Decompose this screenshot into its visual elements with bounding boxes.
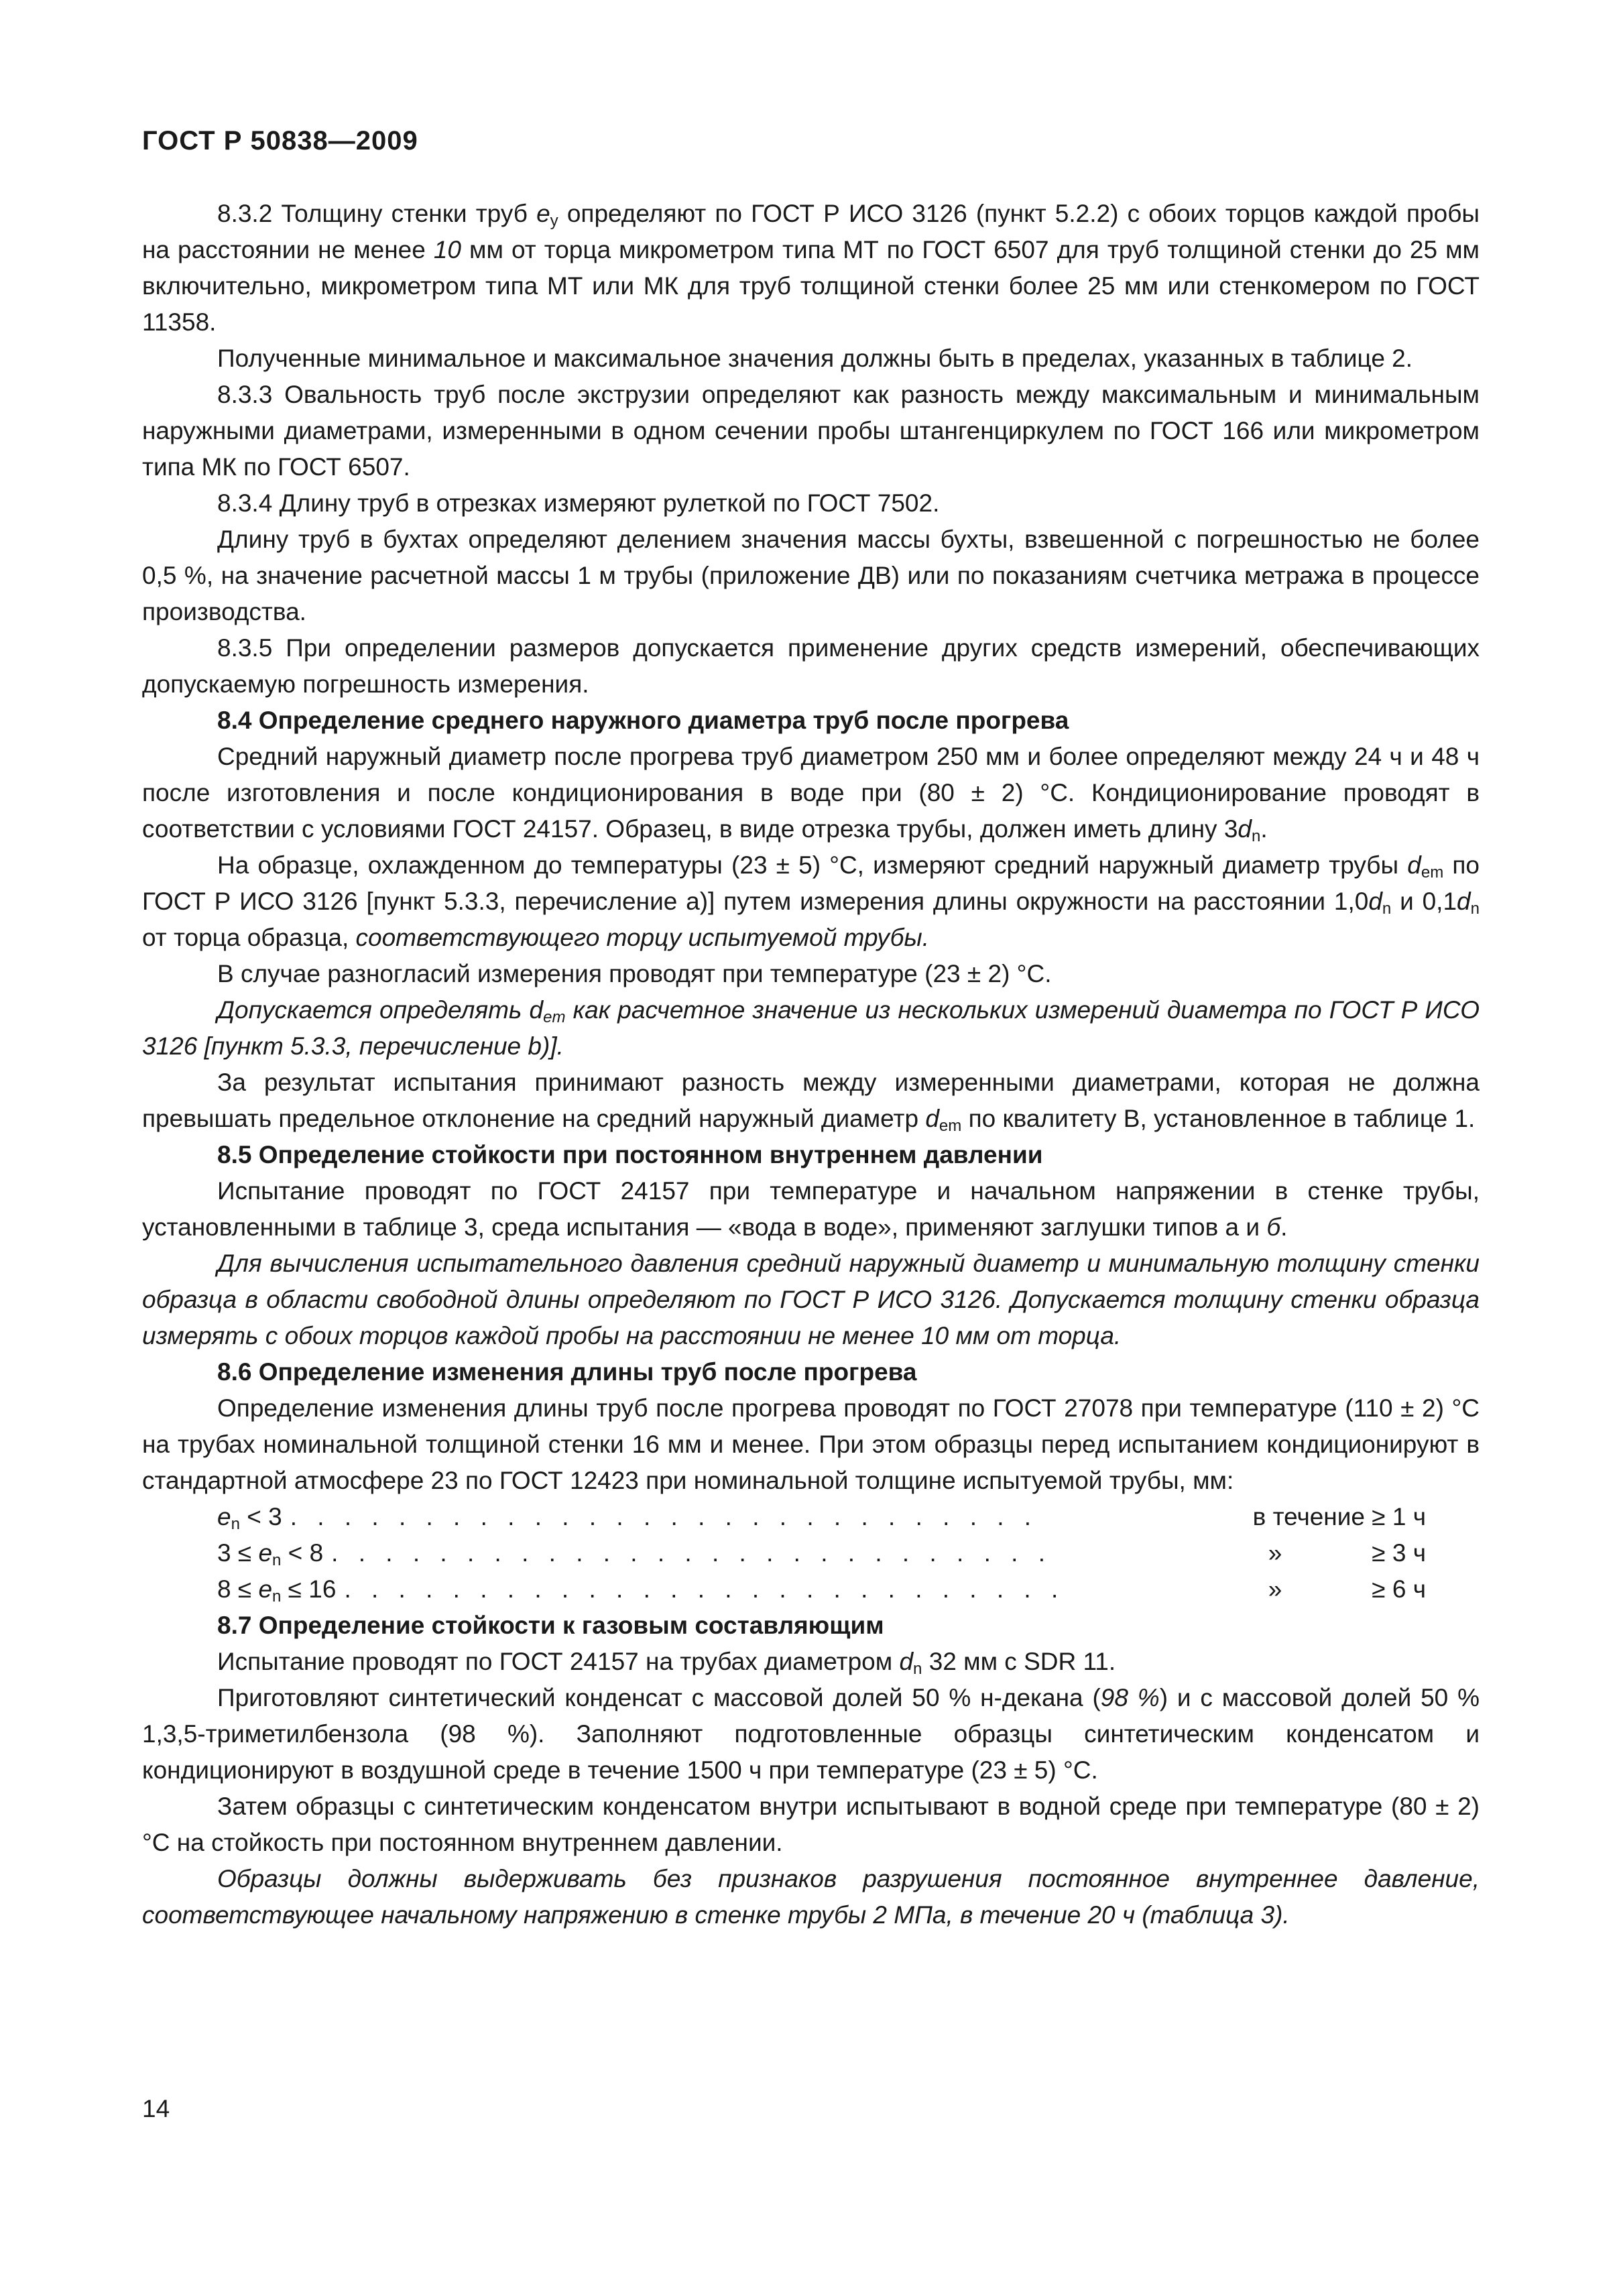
paragraph: В случае разногласий измерения проводят при температуре (23 ± 2) °С. (217, 960, 1052, 987)
document-body (142, 196, 1480, 1933)
note-paragraph: Для вычисления испытательного давления средний наружный диаметр и минимальную толщину стенки образца в области свободной длины определяют по ГОСТ Р ИСО 3126. Допускается толщину стенки образца измерять с обоих торцов каждой пробы на расстоянии не менее 10 мм от торца. (142, 1250, 1480, 1349)
paragraph: Приготовляют синтетический конденсат с массовой долей 50 % н-декана (98 %) и с массовой долей 50 % 1,3,5-триметилбензола (98 %). Заполняют подготовленные образцы синтетическим конденсатом и кондиционируют в воздушной среде в течение 1500 ч при температуре (23 ± 5) °С. (142, 1684, 1480, 1784)
section-heading-8-6: 8.6 Определение изменения длины труб после прогрева (217, 1358, 917, 1386)
para-8-3-4: 8.3.4 Длину труб в отрезках измеряют рулеткой по ГОСТ 7502. (217, 489, 940, 517)
section-heading-8-4: 8.4 Определение среднего наружного диаметра труб после прогрева (217, 707, 1069, 734)
para-8-3-3: 8.3.3 Овальность труб после экструзии определяют как разность между максимальным и минимальным наружными диаметрами, измеренными в одном сечении пробы штангенциркулем по ГОСТ 166 или микрометром типа МК по ГОСТ 6507. (142, 381, 1480, 481)
paragraph: Полученные минимальное и максимальное значения должны быть в пределах, указанных в таблице 2. (217, 345, 1413, 372)
paragraph: Длину труб в бухтах определяют делением значения массы бухты, взвешенной с погрешностью не более 0,5 %, на значение расчетной массы 1 м трубы (приложение ДВ) или по показаниям счетчика метража в процессе производства. (142, 526, 1480, 625)
leader-dots: . . . . . . . . . . . . . . . . . . . . . . . . . . . . (290, 1503, 1038, 1530)
doc-header: ГОСТ Р 50838—2009 (142, 126, 418, 156)
list-item (142, 1499, 1480, 1535)
leader-dots: . . . . . . . . . . . . . . . . . . . . . . . . . . . (331, 1539, 1052, 1567)
section-heading-8-5: 8.5 Определение стойкости при постоянном внутреннем давлении (217, 1141, 1043, 1168)
paragraph: На образце, охлажденном до температуры (23 ± 5) °С, измеряют средний наружный диаметр трубы $d_{em}$ по ГОСТ Р ИСО 3126 [пункт 5.3.3, перечисление а)] путем измерения длины окружности на расстоянии $1,0d_n$ и $0,1d_n$ от торца образца, соответствующего торцу испытуемой трубы. (142, 851, 1480, 951)
list-condition: $8 \le e_n \le 16$ (217, 1575, 337, 1606)
section-heading-8-7: 8.7 Определение стойкости к газовым составляющим (217, 1612, 884, 1639)
paragraph: Затем образцы с синтетическим конденсатом внутри испытывают в водной среде при температуре (80 ± 2) °С на стойкость при постоянном внутреннем давлении. (142, 1793, 1480, 1856)
paragraph: Испытание проводят по ГОСТ 24157 на трубах диаметром $d_n$ 32 мм с SDR 11. (217, 1648, 1116, 1678)
leader-dots: . . . . . . . . . . . . . . . . . . . . . . . . . . . (344, 1575, 1065, 1603)
list-condition: $3 \le e_n < 8$ (217, 1539, 324, 1569)
list-item (142, 1571, 1480, 1608)
list-duration: ≥ 3 ч (1372, 1539, 1426, 1567)
para-8-3-5: 8.3.5 При определении размеров допускается применение других средств измерений, обеспечивающих допускаемую погрешность измерения. (142, 634, 1480, 698)
list-item (142, 1535, 1480, 1571)
paragraph: Определение изменения длины труб после прогрева проводят по ГОСТ 27078 при температуре (110 ± 2) °С на трубах номинальной толщиной стенки 16 мм и менее. При этом образцы перед испытанием кондиционируют в стандартной атмосфере 23 по ГОСТ 12423 при номинальной толщине испытуемой трубы, мм: (142, 1394, 1480, 1494)
ditto-mark: » (1268, 1575, 1282, 1603)
note-paragraph: Образцы должны выдерживать без признаков разрушения постоянное внутреннее давление, соответствующее начальному напряжению в стенке трубы 2 МПа, в течение 20 ч (таблица 3). (142, 1865, 1480, 1929)
page-number: 14 (142, 2095, 170, 2122)
conditioning-list (142, 1499, 1480, 1608)
list-duration: в течение ≥ 1 ч (1252, 1503, 1426, 1530)
paragraph: За результат испытания принимают разность между измеренными диаметрами, которая не должна превышать предельное отклонение на средний наружный диаметр $d_{em}$ по квалитету В, установленное в таблице 1. (142, 1069, 1480, 1135)
note-paragraph: Допускается определять $d_{em}$ как расчетное значение из нескольких измерений диаметра по ГОСТ Р ИСО 3126 [пункт 5.3.3, перечисление b)]. (142, 996, 1480, 1060)
paragraph: Испытание проводят по ГОСТ 24157 при температуре и начальном напряжении в стенке трубы, установленными в таблице 3, среда испытания — «вода в воде», применяют заглушки типов а и б. (142, 1177, 1480, 1241)
ditto-mark: » (1268, 1539, 1282, 1567)
list-duration: ≥ 6 ч (1372, 1575, 1426, 1603)
paragraph: Средний наружный диаметр после прогрева труб диаметром 250 мм и более определяют между 24 ч и 48 ч после изготовления и после кондиционирования в воде при (80 ± 2) °С. Кондиционирование проводят в соответствии с условиями ГОСТ 24157. Образец, в виде отрезка трубы, должен иметь длину $3d_n$. (142, 743, 1480, 845)
list-condition: $e_n < 3$ (217, 1503, 282, 1533)
para-8-3-2: 8.3.2 Толщину стенки труб $e_y$ определяют по ГОСТ Р ИСО 3126 (пункт 5.2.2) с обоих торцов каждой пробы на расстоянии не менее 10 мм от торца микрометром типа МТ по ГОСТ 6507 для труб толщиной стенки до 25 мм включительно, микрометром типа МТ или МК для труб толщиной стенки более 25 мм или стенкомером по ГОСТ 11358. (142, 200, 1480, 336)
